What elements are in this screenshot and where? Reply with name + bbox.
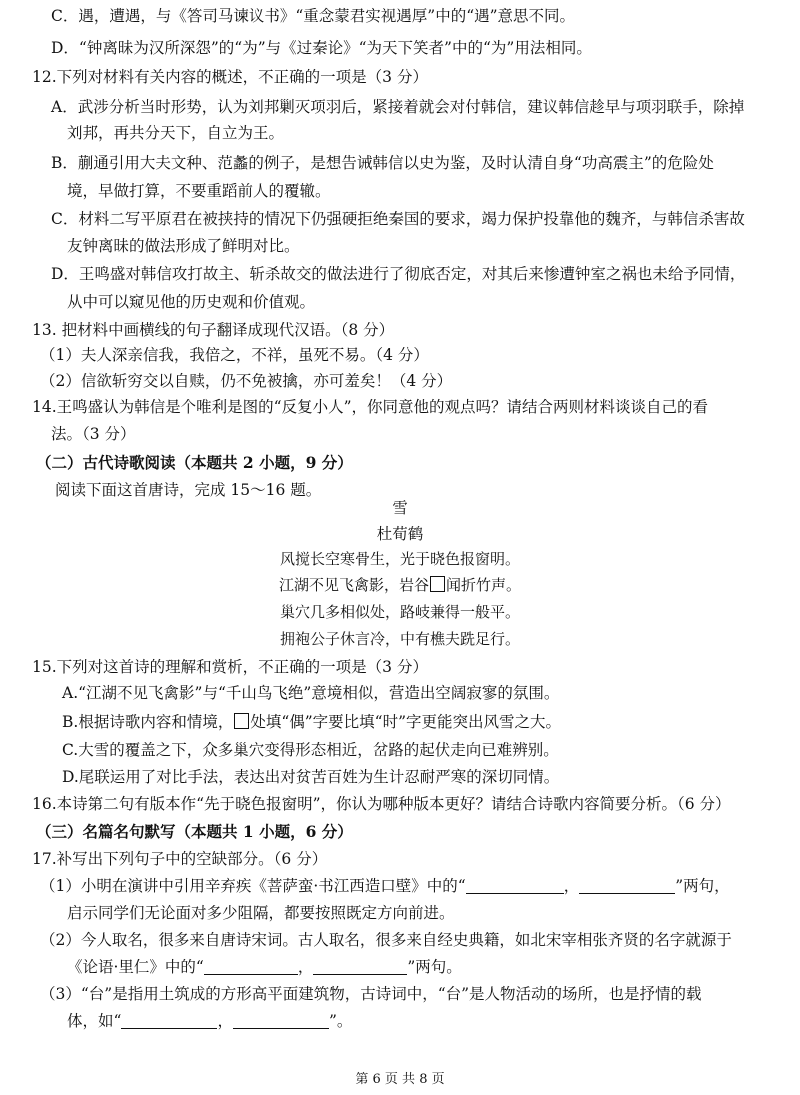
q17-part3-line1: （3）“台”是指用土筑成的方形高平面建筑物，古诗词中，“台”是人物活动的场所，也是抒情的载 <box>40 985 702 1003</box>
q15-option-b-start: B.根据诗歌内容和情境， <box>62 713 234 731</box>
q17-part2-line1: （2）今人取名，很多来自唐诗宋词。古人取名，很多来自经史典籍，如北宋宰相张齐贤的名字就源于 <box>40 931 732 949</box>
q12-option-a-line1: A．武涉分析当时形势，认为刘邦剿灭项羽后，紧接着就会对付韩信，建议韩信趁早与项羽联手，除掉 <box>51 98 745 116</box>
section-3-heading: （三）名篇名句默写（本题共 1 小题，6 分） <box>36 822 353 841</box>
q12-option-c-line1: C．材料二写平原君在被挟持的情况下仍强硬拒绝秦国的要求，竭力保护投靠他的魏齐，与韩信杀害故 <box>51 210 745 228</box>
q17-stem: 17.补写出下列句子中的空缺部分。（6 分） <box>32 850 328 868</box>
q15-stem: 15.下列对这首诗的理解和赏析，不正确的一项是（3 分） <box>32 658 428 676</box>
q17-part2-line2 <box>67 957 462 977</box>
q12-option-d-line2: 从中可以窥见他的历史观和价值观。 <box>67 293 316 311</box>
q17-part1-line2: 启示同学们无论面对多少阻隔，都要按照既定方向前进。 <box>67 904 455 922</box>
poem-author: 杜荀鹤 <box>376 525 424 543</box>
q15-blank-box <box>234 713 249 729</box>
q17-part1-comma: ， <box>563 877 580 895</box>
q17-part2-prefix: 《论语·里仁》中的“ <box>67 958 204 976</box>
q15-option-a: A.“江湖不见飞禽影”与“千山鸟飞绝”意境相似，营造出空阔寂寥的氛围。 <box>62 684 560 702</box>
q14-line2: 法。（3 分） <box>51 425 136 443</box>
q17-part3-blank-1[interactable] <box>121 1028 217 1029</box>
q13-sentence-1: （1）夫人深亲信我，我倍之，不祥，虽死不易。（4 分） <box>40 346 429 364</box>
q17-part1-suffix: ”两句， <box>675 877 730 895</box>
q14-line1: 14.王鸣盛认为韩信是个唯利是图的“反复小人”，你同意他的观点吗？请结合两则材料谈谈自己的看 <box>32 398 709 416</box>
q17-part2-comma: ， <box>297 958 314 976</box>
q12-option-b-line1: B．蒯通引用大夫文种、范蠡的例子，是想告诫韩信以史为鉴，及时认清自身“功高震主”的危险处 <box>51 154 714 172</box>
q11-option-c: C．遇，遭遇，与《答司马谏议书》“重念蒙君实视遇厚”中的“遇”意思不同。 <box>51 7 576 25</box>
q17-part3-comma: ， <box>217 1012 233 1030</box>
q17-part1-blank-2[interactable] <box>579 893 675 894</box>
section-2-intro: 阅读下面这首唐诗，完成 15～16 题。 <box>55 481 322 499</box>
q13-stem: 13. 把材料中画横线的句子翻译成现代汉语。（8 分） <box>32 321 395 339</box>
q17-part1-prefix: （1）小明在演讲中引用辛弃疾《菩萨蛮·书江西造口壁》中的“ <box>40 877 466 895</box>
q17-part3-blank-2[interactable] <box>233 1028 329 1029</box>
q12-option-c-line2: 友钟离昧的做法形成了鲜明对比。 <box>67 237 300 255</box>
q12-stem: 12.下列对材料有关内容的概述，不正确的一项是（3 分） <box>32 68 428 86</box>
q17-part1-line1 <box>40 876 730 896</box>
q17-part2-blank-2[interactable] <box>313 974 407 975</box>
q17-part3-suffix: ”。 <box>328 1012 353 1030</box>
poem-line-2 <box>0 575 800 595</box>
q15-option-d: D.尾联运用了对比手法，表达出对贫苦百姓为生计忍耐严寒的深切同情。 <box>62 768 560 786</box>
q17-part2-blank-1[interactable] <box>204 974 298 975</box>
q17-part3-line2 <box>67 1011 352 1031</box>
section-2-heading: （二）古代诗歌阅读（本题共 2 小题，9 分） <box>36 453 353 472</box>
q16-line1: 16.本诗第二句有版本作“先于晓色报窗明”，你认为哪种版本更好？请结合诗歌内容简要分析。（6 分） <box>32 795 731 813</box>
poem-line-2-end: 闻折竹声。 <box>446 576 522 594</box>
poem-line-2-start: 江湖不见飞禽影，岩谷 <box>278 576 429 594</box>
q13-sentence-2: （2）信欲斩穷交以自赎，仍不免被擒，亦可羞矣！（4 分） <box>40 372 453 390</box>
q15-option-b-end: 处填“偶”字要比填“时”字更能突出风雪之大。 <box>250 713 562 731</box>
q12-option-d-line1: D．王鸣盛对韩信攻打故主、斩杀故交的做法进行了彻底否定，对其后来惨遭钟室之祸也未给予同情， <box>51 265 746 283</box>
q15-option-c: C.大雪的覆盖之下，众多巢穴变得形态相近，岔路的起伏走向已难辨别。 <box>62 741 559 759</box>
poem-line-1: 风搅长空寒骨生，光于晓色报窗明。 <box>279 550 520 568</box>
q12-option-a-line2: 刘邦，再共分天下，自立为王。 <box>67 124 285 142</box>
q15-option-b <box>62 712 561 732</box>
q12-option-b-line2: 境，早做打算，不要重蹈前人的覆辙。 <box>67 182 331 200</box>
poem-line-3: 巢穴几多相似处，路岐兼得一般平。 <box>279 603 520 621</box>
q17-part3-prefix: 体，如“ <box>67 1012 122 1030</box>
poem-title: 雪 <box>392 499 408 517</box>
page-number: 第 6 页 共 8 页 <box>355 1072 445 1087</box>
q11-option-d: D．“钟离昧为汉所深怨”的“为”与《过秦论》“为天下笑者”中的“为”用法相同。 <box>51 39 592 57</box>
q17-part1-blank-1[interactable] <box>466 893 564 894</box>
q17-part2-suffix: ”两句。 <box>407 958 462 976</box>
poem-blank-box <box>430 576 445 592</box>
poem-line-4: 拥袍公子休言冷，中有樵夫跣足行。 <box>279 630 520 648</box>
